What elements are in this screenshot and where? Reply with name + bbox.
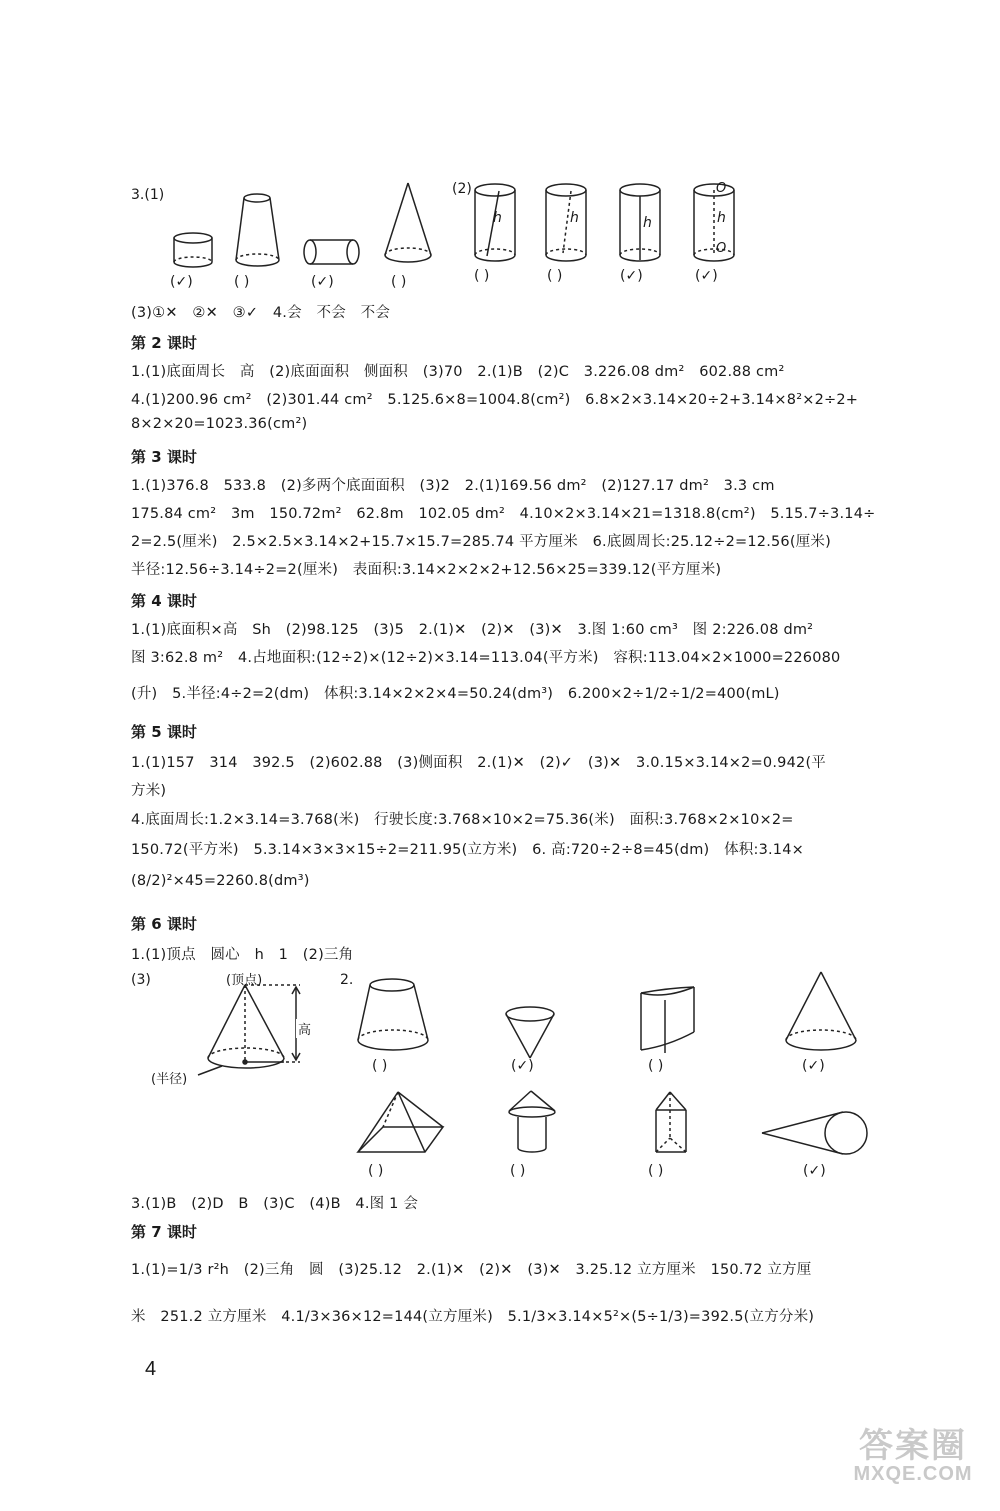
- answer-line: 4.底面周长:1.2×3.14=3.768(米) 行驶长度:3.768×10×2=75.36(米) 面积:3.768×2×10×2=: [131, 812, 794, 828]
- watermark-title: 答案圈: [859, 1427, 967, 1465]
- q6-2-answer: ( ): [372, 1058, 388, 1074]
- lesson-2-heading: 第 2 课时: [131, 334, 197, 352]
- h-label: h: [643, 215, 652, 231]
- q3-2-answer: ( ): [474, 268, 490, 284]
- cone-figure: [385, 183, 431, 262]
- labelled-cone-figure: [198, 985, 300, 1075]
- cylinder-dashed-slant-h-figure: [546, 184, 586, 261]
- q6-2-label: 2.: [340, 972, 354, 988]
- lesson-4-heading: 第 4 课时: [131, 592, 197, 610]
- q6-2-answer: ( ): [648, 1163, 664, 1179]
- frustum-figure: [236, 194, 279, 266]
- h-label: h: [493, 210, 502, 226]
- triangular-prism-figure: [656, 1092, 686, 1152]
- q6-2-answer: ( ): [510, 1163, 526, 1179]
- page-number: 4: [145, 1358, 157, 1380]
- lesson-6-heading: 第 6 课时: [131, 915, 197, 933]
- answer-line: 1.(1)底面周长 高 (2)底面面积 侧面积 (3)70 2.(1)B (2)C 3.226.08 dm² 602.88 cm²: [131, 364, 785, 380]
- lesson-5-heading: 第 5 课时: [131, 723, 197, 741]
- watermark-url: MXQE.COM: [853, 1463, 973, 1485]
- q3-1-label: 3.(1): [131, 187, 165, 203]
- cylinder-axis-h-figure: [694, 184, 734, 261]
- answer-line: 150.72(平方米) 5.3.14×3×3×15÷2=211.95(立方米) 6. 高:720÷2÷8=45(dm) 体积:3.14×: [131, 842, 805, 858]
- answer-line: 8×2×20=1023.36(cm²): [131, 416, 308, 432]
- answer-line: 米 251.2 立方厘米 4.1/3×36×12=144(立方厘米) 5.1/3×3.14×5²×(5÷1/3)=392.5(立方分米): [131, 1309, 815, 1325]
- q3-2-answer: (✓): [620, 268, 643, 284]
- answer-line: (升) 5.半径:4÷2=2(dm) 体积:3.14×2×2×4=50.24(dm³) 6.200×2÷1/2÷1/2=400(mL): [131, 686, 780, 702]
- cylinder-vertical-h-figure: [620, 184, 660, 261]
- answer-line: 半径:12.56÷3.14÷2=2(厘米) 表面积:3.14×2×2×2+12.56×25=339.12(平方厘米): [131, 562, 722, 578]
- q3-cone-label: (3): [131, 972, 151, 988]
- answer-line: 1.(1)=1/3 r²h (2)三角 圆 (3)25.12 2.(1)✕ (2)✕ (3)✕ 3.25.12 立方厘米 150.72 立方厘: [131, 1262, 812, 1278]
- answer-line: 1.(1)376.8 533.8 (2)多两个底面面积 (3)2 2.(1)169.56 dm² (2)127.17 dm² 3.3 cm: [131, 478, 775, 494]
- radius-label: (半径): [151, 1072, 188, 1087]
- answer-line: 方米): [131, 783, 167, 799]
- o-label-top: O: [716, 181, 727, 196]
- curved-prism-figure: [641, 987, 694, 1053]
- inverted-cone-figure: [506, 1007, 554, 1058]
- lying-cylinder-figure: [304, 240, 359, 264]
- lesson-7-heading: 第 7 课时: [131, 1223, 197, 1241]
- q6-2-answer: (✓): [802, 1058, 825, 1074]
- o-label-bottom: O: [716, 241, 727, 256]
- q3-1-answer: ( ): [234, 274, 250, 290]
- answer-line: (3)①✕ ②✕ ③✓ 4.会 不会 不会: [131, 305, 391, 321]
- answer-line: 图 3:62.8 m² 4.占地面积:(12÷2)×(12÷2)×3.14=113.04(平方米) 容积:113.04×2×1000=226080: [131, 650, 841, 666]
- q3-1-answer: (✓): [170, 274, 193, 290]
- q3-2-label: (2): [452, 181, 472, 197]
- answer-line: 1.(1)157 314 392.5 (2)602.88 (3)侧面积 2.(1)✕ (2)✓ (3)✕ 3.0.15×3.14×2=0.942(平: [131, 755, 826, 771]
- pyramid-figure: [358, 1092, 443, 1152]
- answer-line: 1.(1)底面积×高 Sh (2)98.125 (3)5 2.(1)✕ (2)✕ (3)✕ 3.图 1:60 cm³ 图 2:226.08 dm²: [131, 622, 814, 638]
- height-label: 高: [296, 1019, 313, 1038]
- answer-line: (8/2)²×45=2260.8(dm³): [131, 873, 310, 889]
- cone-right-figure: [786, 972, 856, 1050]
- short-cylinder-figure: [174, 233, 212, 267]
- lesson-3-heading: 第 3 课时: [131, 448, 197, 466]
- apex-label: (顶点): [226, 973, 263, 988]
- q6-2-answer: ( ): [648, 1058, 664, 1074]
- h-label: h: [570, 210, 579, 226]
- q3-2-answer: (✓): [695, 268, 718, 284]
- answer-line: 3.(1)B (2)D B (3)C (4)B 4.图 1 会: [131, 1196, 419, 1212]
- answer-line: 4.(1)200.96 cm² (2)301.44 cm² 5.125.6×8=1004.8(cm²) 6.8×2×3.14×20÷2+3.14×8²×2÷2+: [131, 392, 859, 408]
- mushroom-figure: [509, 1091, 555, 1152]
- frustum-large-figure: [358, 979, 428, 1050]
- watermark: [838, 1418, 988, 1486]
- q3-1-answer: (✓): [311, 274, 334, 290]
- h-label: h: [717, 210, 726, 226]
- answer-line: 1.(1)顶点 圆心 h 1 (2)三角: [131, 947, 354, 963]
- q3-1-answer: ( ): [391, 274, 407, 290]
- lying-cone-figure: [762, 1112, 867, 1154]
- q6-2-answer: ( ): [368, 1163, 384, 1179]
- answer-line: 2=2.5(厘米) 2.5×2.5×3.14×2+15.7×15.7=285.74 平方厘米 6.底圆周长:25.12÷2=12.56(厘米): [131, 534, 831, 550]
- q3-2-answer: ( ): [547, 268, 563, 284]
- q6-2-answer: (✓): [803, 1163, 826, 1179]
- q6-2-answer: (✓): [511, 1058, 534, 1074]
- answer-line: 175.84 cm² 3m 150.72m² 62.8m 102.05 dm² 4.10×2×3.14×21=1318.8(cm²) 5.15.7÷3.14÷: [131, 506, 876, 522]
